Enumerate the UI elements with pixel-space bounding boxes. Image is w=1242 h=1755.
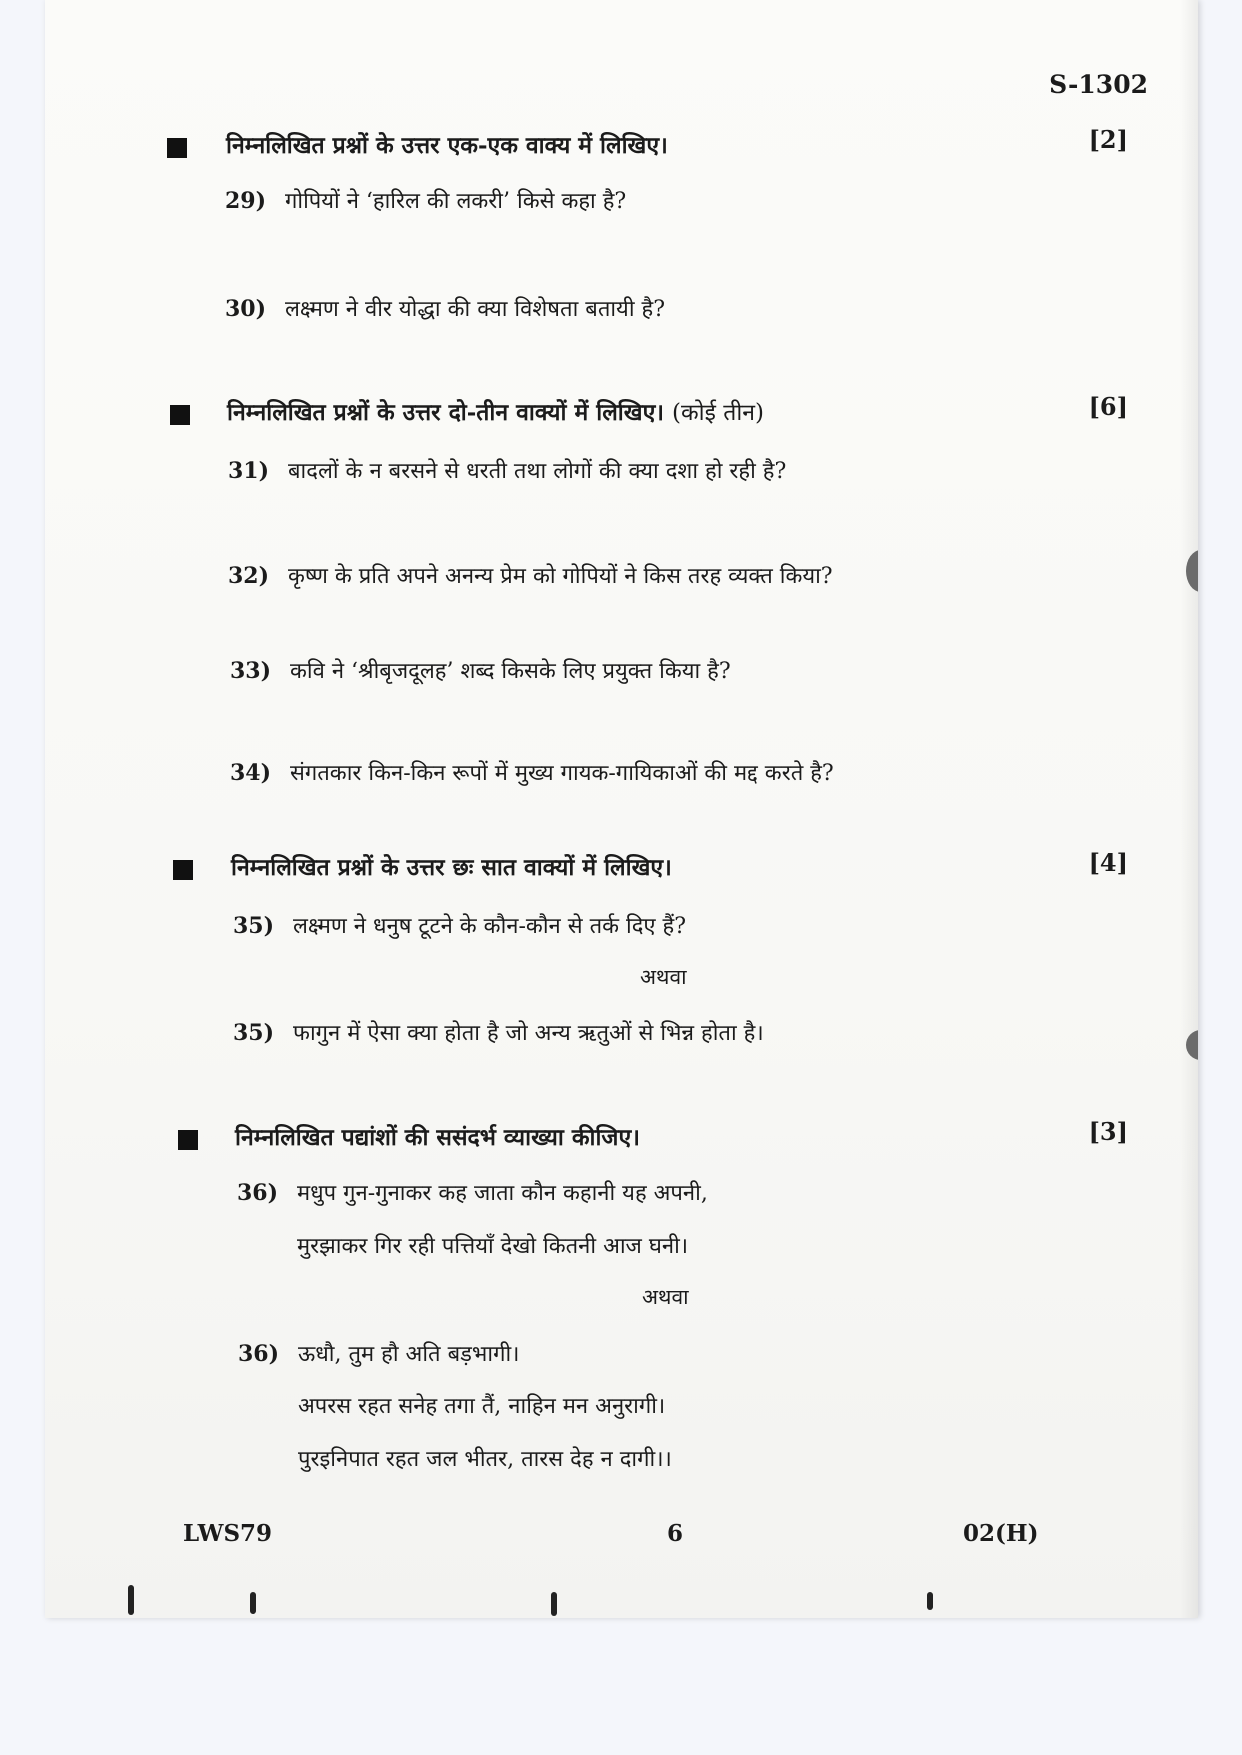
question-35a	[233, 910, 686, 940]
passage-line: ऊधौ, तुम हौ अति बड़भागी।	[298, 1342, 520, 1367]
passage-36b	[238, 1338, 520, 1368]
section-4-title-text: निम्नलिखित पद्यांशों की ससंदर्भ व्याख्या कीजिए।	[235, 1124, 640, 1151]
section-4-title	[235, 1120, 640, 1152]
question-number: 35)	[233, 913, 275, 939]
page-edge-shadow	[1180, 0, 1198, 1618]
passage-line: मुरझाकर गिर रही पत्तियाँ देखो कितनी आज घनी।	[297, 1234, 689, 1259]
question-32	[228, 560, 833, 590]
question-29	[225, 185, 626, 215]
section-1-title	[226, 128, 668, 160]
scan-mark	[551, 1592, 557, 1616]
section-bullet-icon	[167, 138, 187, 158]
question-number: 36)	[238, 1341, 280, 1367]
question-text: कवि ने ‘श्रीबृजदूलह’ शब्द किसके लिए प्रयुक्त किया है?	[290, 659, 731, 684]
passage-36a	[237, 1177, 708, 1207]
passage-line: पुरइनिपात रहत जल भीतर, तारस देह न दागी।।	[298, 1447, 672, 1472]
or-label: अथवा	[640, 965, 687, 989]
question-number: 33)	[230, 658, 272, 684]
question-text: कृष्ण के प्रति अपने अनन्य प्रेम को गोपियों ने किस तरह व्यक्त किया?	[288, 564, 833, 589]
question-35b	[233, 1017, 764, 1047]
footer-code: LWS79	[183, 1520, 273, 1547]
exam-page	[45, 0, 1198, 1618]
question-number: 35)	[233, 1020, 275, 1046]
section-2-title-text: निम्नलिखित प्रश्नों के उत्तर दो-तीन वाक्यों में लिखिए।	[227, 399, 665, 426]
section-1-marks: [2]	[1088, 125, 1128, 154]
question-text: संगतकार किन-किन रूपों में मुख्य गायक-गायिकाओं की मद्द करते है?	[290, 761, 834, 786]
section-3-marks: [4]	[1088, 848, 1128, 877]
paper-code: S-1302	[1049, 70, 1148, 99]
question-number: 34)	[230, 760, 272, 786]
question-33	[230, 655, 731, 685]
question-30	[225, 293, 665, 323]
footer-set: 02(H)	[963, 1520, 1039, 1547]
scan-mark	[128, 1585, 134, 1615]
passage-line: अपरस रहत सनेह तगा तैं, नाहिन मन अनुरागी।	[298, 1394, 666, 1419]
section-3-title-text: निम्नलिखित प्रश्नों के उत्तर छः सात वाक्यों में लिखिए।	[231, 854, 672, 881]
question-text: लक्ष्मण ने वीर योद्धा की क्या विशेषता बतायी है?	[285, 297, 665, 322]
page-number: 6	[667, 1520, 684, 1547]
section-1-title-text: निम्नलिखित प्रश्नों के उत्तर एक-एक वाक्य में लिखिए।	[226, 132, 668, 159]
question-34	[230, 757, 834, 787]
question-text: लक्ष्मण ने धनुष टूटने के कौन-कौन से तर्क दिए हैं?	[293, 914, 687, 939]
question-text: फागुन में ऐसा क्या होता है जो अन्य ऋतुओं से भिन्न होता है।	[293, 1021, 764, 1046]
question-number: 31)	[228, 458, 270, 484]
section-2-note: (कोई तीन)	[672, 400, 765, 426]
section-4-marks: [3]	[1088, 1117, 1128, 1146]
passage-line: मधुप गुन-गुनाकर कह जाता कौन कहानी यह अपनी,	[297, 1181, 708, 1206]
question-text: गोपियों ने ‘हारिल की लकरी’ किसे कहा है?	[285, 189, 627, 214]
question-number: 29)	[225, 188, 267, 214]
or-label: अथवा	[642, 1285, 689, 1309]
section-bullet-icon	[178, 1130, 198, 1150]
scan-mark	[927, 1592, 933, 1610]
question-number: 36)	[237, 1180, 279, 1206]
section-3-title	[231, 850, 672, 882]
question-number: 32)	[228, 563, 270, 589]
section-bullet-icon	[173, 860, 193, 880]
section-2-title	[227, 395, 764, 427]
question-31	[228, 455, 786, 485]
section-bullet-icon	[170, 405, 190, 425]
section-2-marks: [6]	[1088, 392, 1128, 421]
question-number: 30)	[225, 296, 267, 322]
scan-mark	[250, 1592, 256, 1614]
question-text: बादलों के न बरसने से धरती तथा लोगों की क्या दशा हो रही है?	[288, 459, 787, 484]
